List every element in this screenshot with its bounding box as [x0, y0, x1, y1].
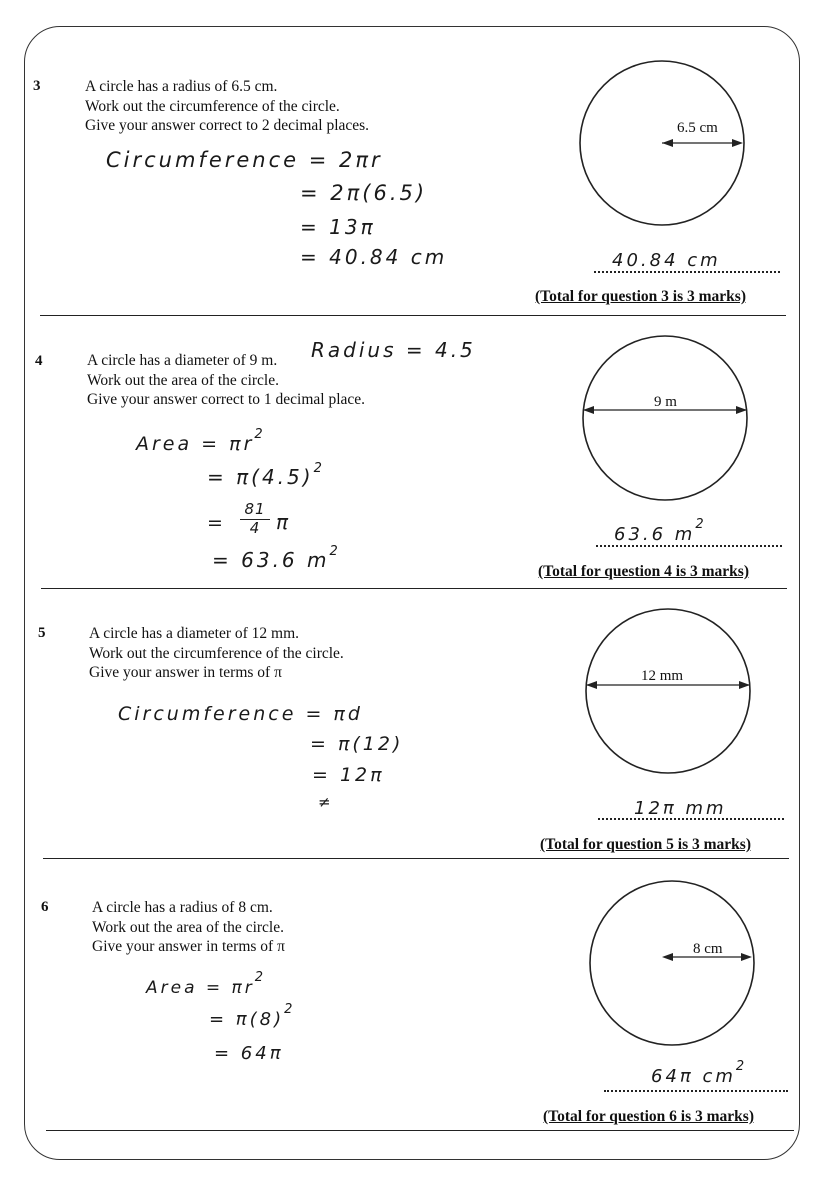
working-line: = 2π(6.5) [300, 181, 428, 205]
question-number: 4 [35, 353, 43, 369]
section-divider [40, 315, 786, 316]
answer-line [598, 818, 784, 820]
working-line: Circumference = πd [118, 703, 363, 725]
working-line: = 13π [300, 215, 376, 239]
working-line: Area = $\pi r^2$ [146, 970, 264, 998]
working-line: = π(12) [310, 733, 404, 755]
answer-value: 40.84 cm [612, 250, 721, 271]
answer-value: 63.6 $m^2$ [614, 517, 704, 545]
answer-value: 12π mm [634, 798, 727, 819]
question-text: A circle has a radius of 8 cm. Work out the area of the circle. Give your answer in terms of π [92, 899, 285, 955]
question-text: A circle has a diameter of 12 mm. Work out the circumference of the circle. Give your answer in terms of π [89, 625, 344, 681]
total-marks: (Total for question 5 is 3 marks) [540, 836, 751, 853]
fraction [240, 500, 270, 535]
working-line: = 64π [214, 1043, 284, 1064]
stray-mark: ≠ [318, 793, 334, 811]
section-divider [41, 588, 787, 589]
answer-line [594, 271, 780, 273]
question-number: 3 [33, 78, 41, 94]
pi-symbol: π [276, 510, 292, 534]
radius-label: 6.5 cm [677, 120, 718, 136]
question-number: 6 [41, 899, 49, 915]
total-marks: (Total for question 6 is 3 marks) [543, 1108, 754, 1125]
margin-note: Radius = 4.5 [311, 338, 476, 362]
question-number: 5 [38, 625, 46, 641]
answer-value: 64π $cm^2$ [651, 1059, 745, 1087]
working-line: = 40.84 cm [300, 245, 448, 269]
total-marks: (Total for question 3 is 3 marks) [535, 288, 746, 305]
working-line: = $\pi(8)^2$ [209, 1002, 293, 1030]
answer-line [596, 545, 782, 547]
circle-diagram [587, 878, 757, 1048]
circle-diagram [580, 333, 750, 503]
working-line: = 12π [312, 764, 385, 786]
section-divider [43, 858, 789, 859]
answer-line [604, 1090, 788, 1092]
question-text: A circle has a diameter of 9 m. Work out the area of the circle. Give your answer correct to 1 decimal place. [87, 352, 366, 408]
working-line: = 63.6 $m^2$ [212, 544, 338, 572]
section-divider [46, 1130, 794, 1131]
diameter-label: 9 m [654, 394, 677, 410]
radius-label: 8 cm [693, 941, 723, 957]
working-line: = $\pi(4.5)^2$ [207, 461, 322, 489]
question-text: A circle has a radius of 6.5 cm. Work out the circumference of the circle. Give your answer correct to 2 decimal places. [85, 78, 370, 134]
circle-diagram [583, 606, 753, 776]
fraction-numerator: 81 [244, 500, 266, 518]
total-marks: (Total for question 4 is 3 marks) [538, 563, 749, 580]
diameter-label: 12 mm [641, 668, 684, 684]
fraction-denominator: 4 [249, 519, 261, 537]
working-line: Area = $\pi r^2$ [136, 427, 263, 455]
working-line: = [207, 512, 226, 534]
circle-diagram [577, 58, 747, 228]
working-line: Circumference = 2πr [106, 148, 383, 172]
